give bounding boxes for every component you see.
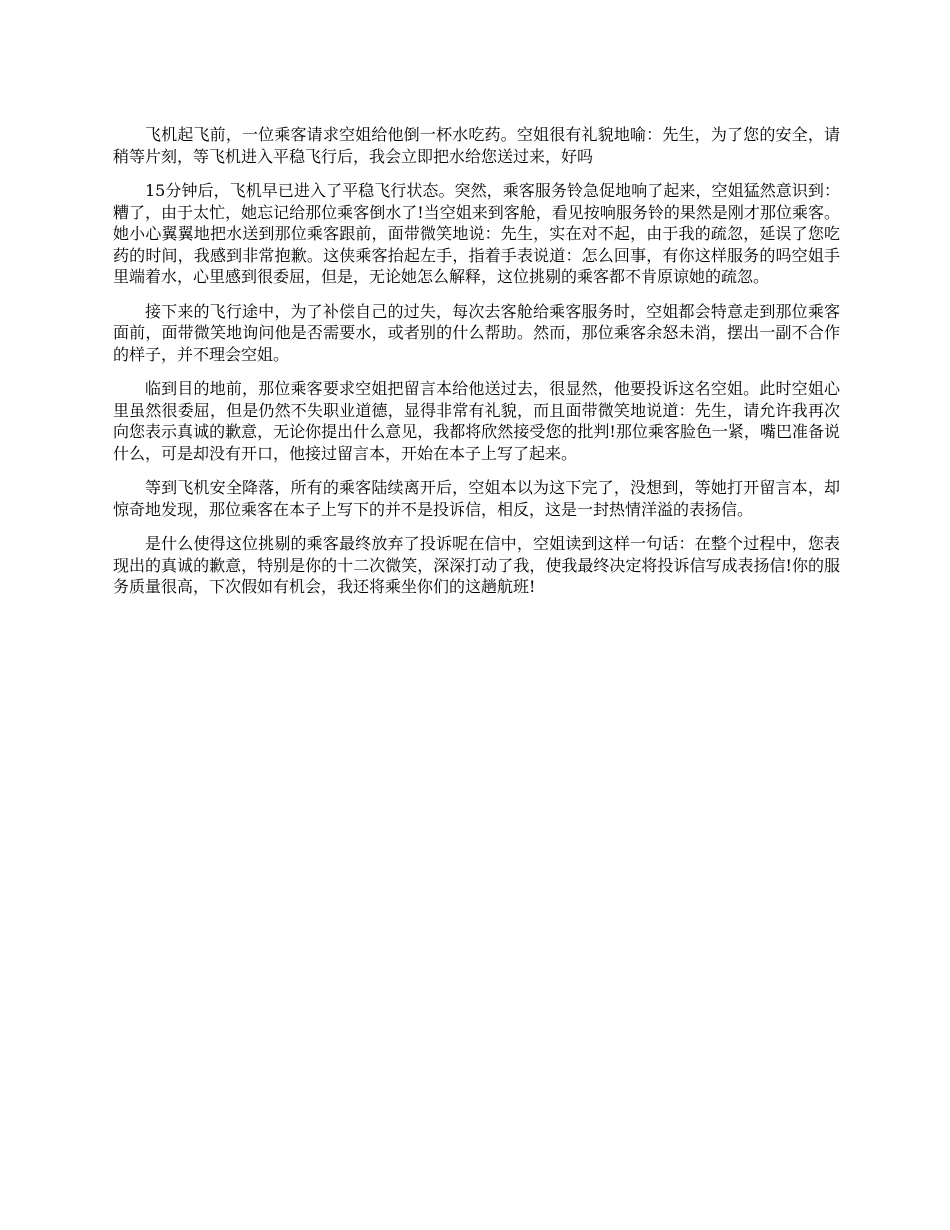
document-body [113,124,840,611]
paragraph-2: 15分钟后，飞机早已进入了平稳飞行状态。突然，乘客服务铃急促地响了起来，空姐猛然意识到：糟了，由于太忙，她忘记给那位乘客倒水了!当空姐来到客舱，看见按响服务铃的果然是刚才那位乘客。她小心翼翼地把水送到那位乘客跟前，面带微笑地说：先生，实在对不起，由于我的疏忽，延误了您吃药的时间，我感到非常抱歉。这侠乘客抬起左手，指着手表说道：怎么回事，有你这样服务的吗空姐手里端着水，心里感到很委屈，但是，无论她怎么解释，这位挑剔的乘客都不肯原谅她的疏忽。 [113,181,840,286]
paragraph-5: 等到飞机安全降落，所有的乘客陆续离开后，空姐本以为这下完了，没想到，等她打开留言本，却惊奇地发现，那位乘客在本子上写下的并不是投诉信，相反，这是一封热情洋溢的表扬信。 [113,478,840,519]
paragraph-1: 飞机起飞前，一位乘客请求空姐给他倒一杯水吃药。空姐很有礼貌地喻：先生，为了您的安全，请稍等片刻，等飞机进入平稳飞行后，我会立即把水给您送过来，好吗 [113,125,840,166]
paragraph-4: 临到目的地前，那位乘客要求空姐把留言本给他送过去，很显然，他要投诉这名空姐。此时空姐心里虽然很委屈，但是仍然不失职业道德，显得非常有礼貌，而且面带微笑地说道：先生，请允许我再次向您表示真诚的歉意，无论你提出什么意见，我都将欣然接受您的批判!那位乘客脸色一紧，嘴巴准备说什么，可是却没有开口，他接过留言本，开始在本子上写了起来。 [113,379,840,463]
paragraph-3: 接下来的飞行途中，为了补偿自己的过失，每次去客舱给乘客服务时，空姐都会特意走到那位乘客面前，面带微笑地询问他是否需要水，或者别的什么帮助。然而，那位乘客余怒未消，摆出一副不合作的样子，并不理会空姐。 [113,301,840,364]
paragraph-6: 是什么使得这位挑剔的乘客最终放弃了投诉呢在信中，空姐读到这样一句话：在整个过程中，您表现出的真诚的歉意，特别是你的十二次微笑，深深打动了我，使我最终决定将投诉信写成表扬信!你的服务质量很高，下次假如有机会，我还将乘坐你们的这趟航班! [113,534,840,596]
